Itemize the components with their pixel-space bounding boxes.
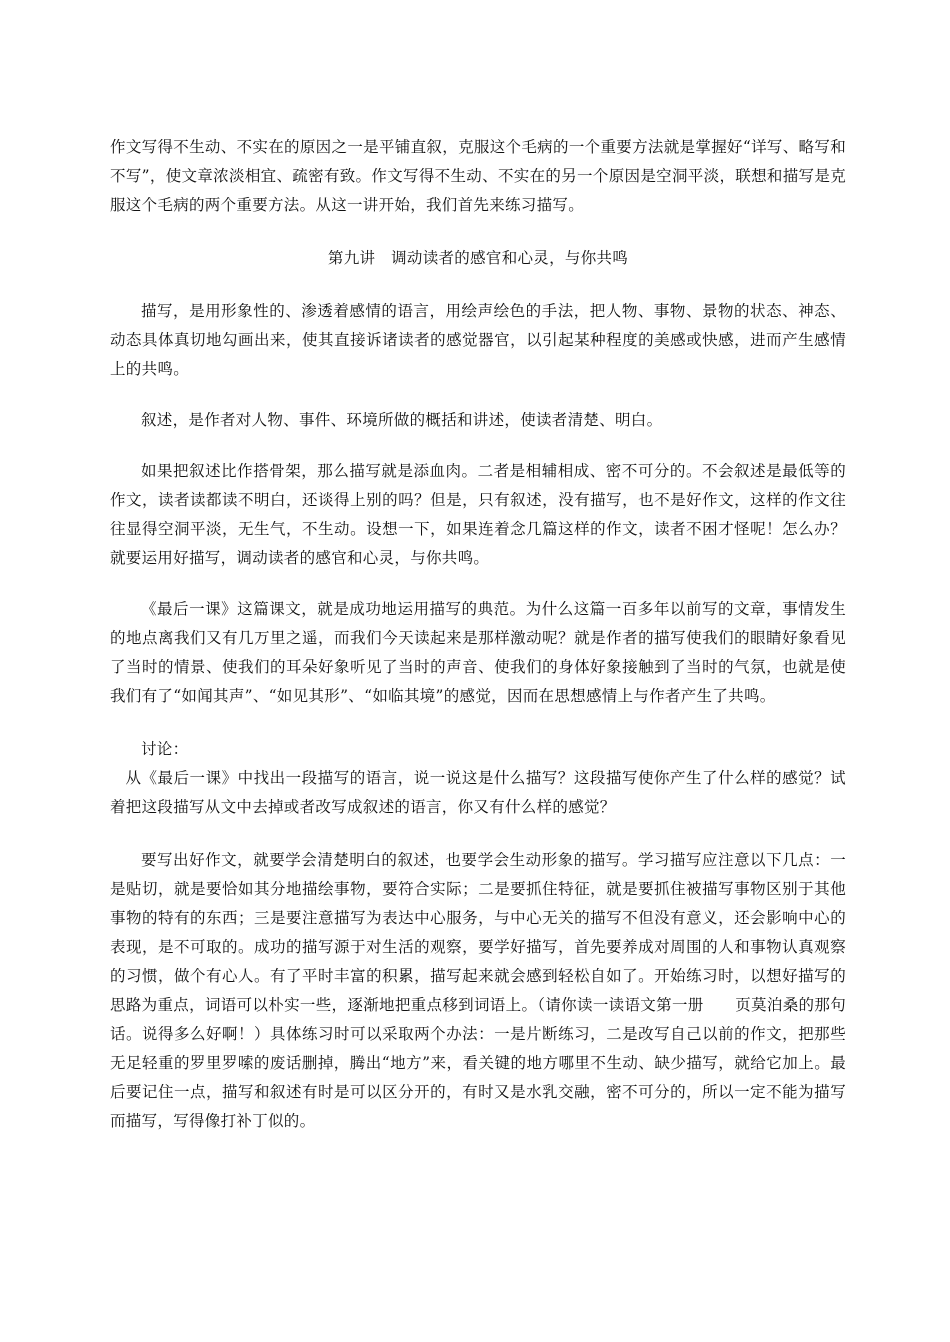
discussion-body: 从《最后一课》中找出一段描写的语言，说一说这是什么描写？这段描写使你产生了什么样的感觉？试着把这段描写从文中去掉或者改写成叙述的语言，你又有什么样的感觉？ bbox=[110, 769, 846, 816]
paragraph-narration-definition: 叙述，是作者对人物、事件、环境所做的概括和讲述，使读者清楚、明白。 bbox=[141, 411, 663, 429]
lecture-title: 第九讲 调动读者的感官和心灵，与你共鸣 bbox=[327, 249, 629, 267]
paragraph-skeleton-analogy: 如果把叙述比作搭骨架，那么描写就是添血肉。二者是相辅相成、密不可分的。不会叙述是最低等的作文，读者读都读不明白，还谈得上别的吗？但是，只有叙述，没有描写，也不是好作文，这样的作文往往显得空洞平淡，无生气，不生动。设想一下，如果连着念几篇这样的作文，读者不困才怪呢！怎么办？就要运用好描写，调动读者的感官和心灵，与你共鸣。 bbox=[110, 462, 846, 567]
paragraph-description-definition: 描写，是用形象性的、渗透着感情的语言，用绘声绘色的手法，把人物、事物、景物的状态、神态、动态具体真切地勾画出来，使其直接诉诸读者的感觉器官，以引起某种程度的美感或快感，进而产生感情上的共鸣。 bbox=[110, 302, 846, 378]
intro-paragraph: 作文写得不生动、不实在的原因之一是平铺直叙，克服这个毛病的一个重要方法就是掌握好“详写、略写和不写”，使文章浓淡相宜、疏密有致。作文写得不生动、不实在的另一个原因是空洞平淡，联想和描写是克服这个毛病的两个重要方法。从这一讲开始，我们首先来练习描写。 bbox=[110, 138, 846, 214]
document-page bbox=[110, 133, 846, 1136]
paragraph-last-lesson-example: 《最后一课》这篇课文，就是成功地运用描写的典范。为什么这篇一百多年以前写的文章，事情发生的地点离我们又有几万里之遥，而我们今天读起来是那样激动呢？就是作者的描写使我们的眼睛好象看见了当时的情景、使我们的耳朵好象听见了当时的声音、使我们的身体好象接触到了当时的气氛，也就是使我们有了“如闻其声”、“如见其形”、“如临其境”的感觉，因而在思想感情上与作者产生了共鸣。 bbox=[110, 600, 846, 705]
closing-paragraph: 要写出好作文，就要学会清楚明白的叙述，也要学会生动形象的描写。学习描写应注意以下几点：一是贴切，就是要恰如其分地描绘事物，要符合实际；二是要抓住特征，就是要抓住被描写事物区别于其他事物的特有的东西；三是要注意描写为表达中心服务，与中心无关的描写不但没有意义，还会影响中心的表现，是不可取的。成功的描写源于对生活的观察，要学好描写，首先要养成对周围的人和事物认真观察的习惯，做个有心人。有了平时丰富的积累，描写起来就会感到轻松自如了。开始练习时，以想好描写的思路为重点，词语可以朴实一些，逐渐地把重点移到词语上。（请你读一读语文第一册 页莫泊桑的那句话。说得多么好啊！）具体练习时可以采取两个办法：一是片断练习，二是改写自己以前的作文，把那些无足轻重的罗里罗嗦的废话删掉，腾出“地方”来，看关键的地方哪里不生动、缺少描写，就给它加上。最后要记住一点，描写和叙述有时是可以区分开的，有时又是水乳交融，密不可分的，所以一定不能为描写而描写，写得像打补丁似的。 bbox=[110, 851, 846, 1130]
discussion-label: 讨论： bbox=[141, 740, 189, 758]
